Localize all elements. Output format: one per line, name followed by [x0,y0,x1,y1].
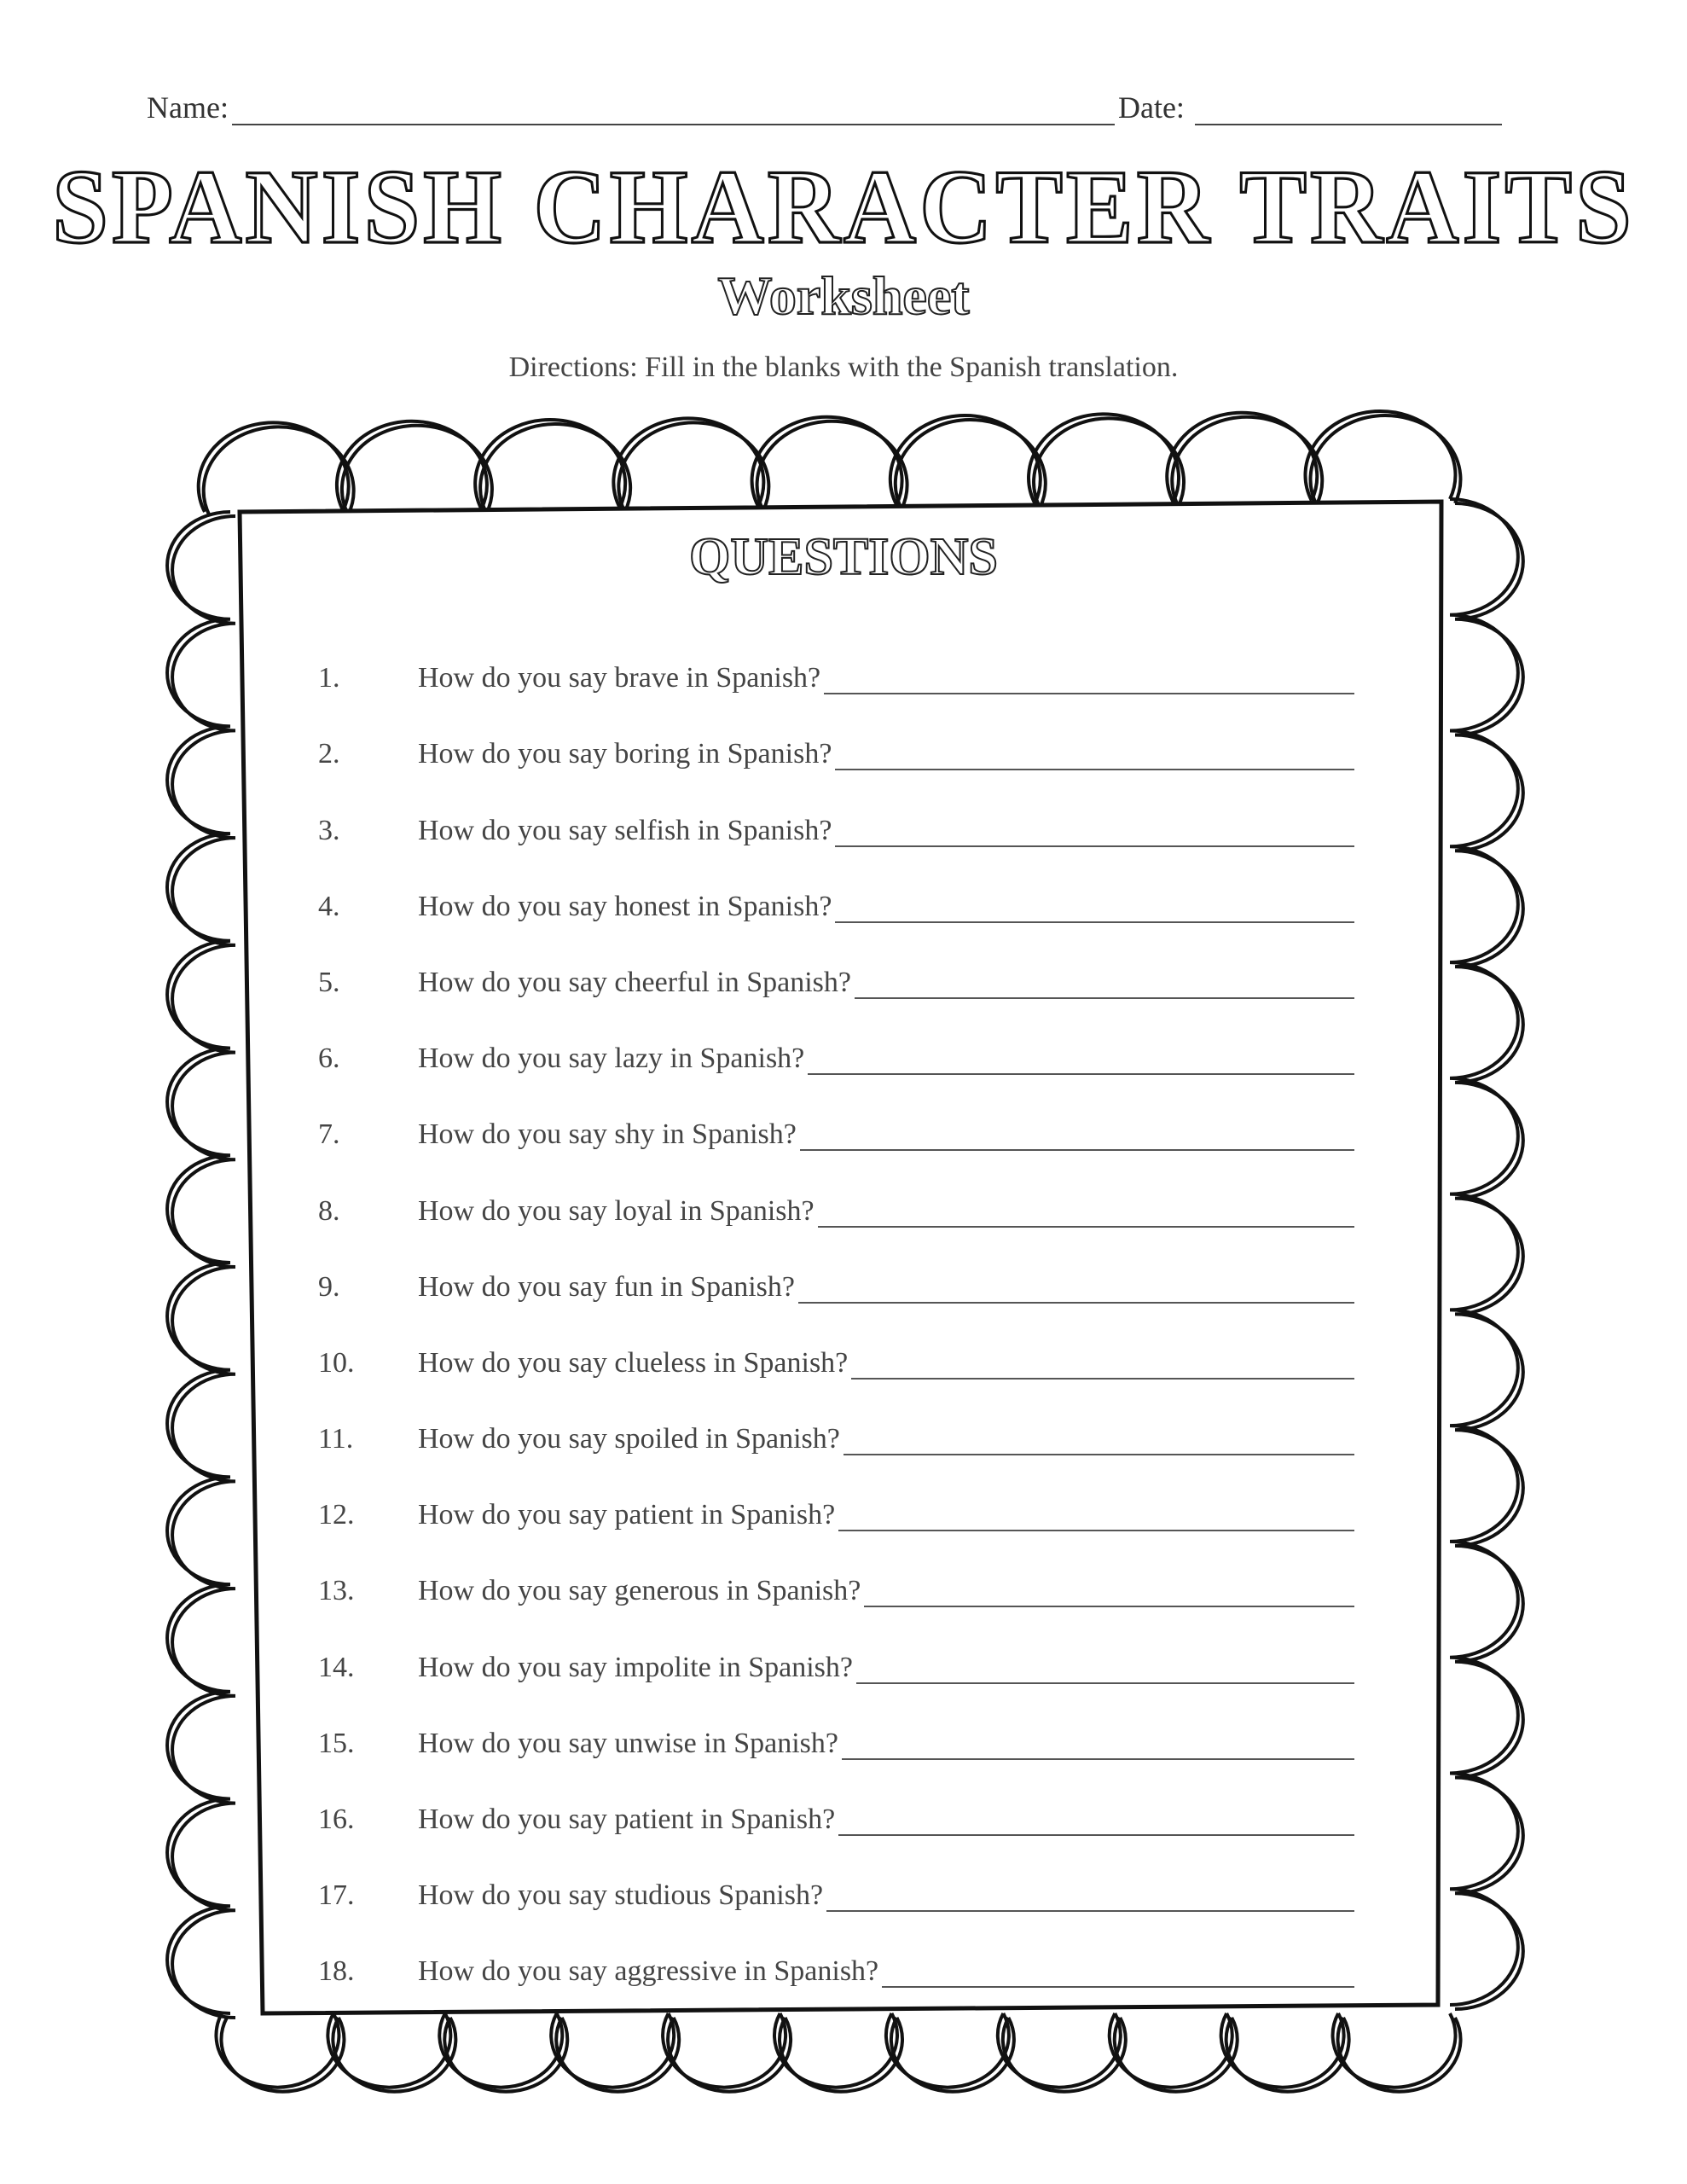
question-number: 2. [318,738,340,770]
question-text: How do you say unwise in Spanish? [418,1727,838,1759]
question-number: 8. [318,1194,340,1227]
scallop-edge [199,411,1456,512]
answer-blank[interactable] [851,1352,1354,1380]
question-row [318,999,1354,1075]
question-number: 4. [318,890,340,922]
question-text: How do you say generous in Spanish? [418,1575,861,1607]
answer-blank[interactable] [864,1580,1354,1607]
question-row [318,1760,1354,1836]
question-number: 3. [318,814,340,846]
question-list [318,619,1354,1988]
question-number: 13. [318,1575,355,1607]
answer-blank[interactable] [855,972,1354,999]
answer-blank[interactable] [824,667,1354,694]
question-row [318,1836,1354,1912]
question-text: How do you say studious Spanish? [418,1879,824,1912]
question-number: 14. [318,1651,355,1683]
question-text: How do you say aggressive in Spanish? [418,1955,879,1988]
answer-blank[interactable] [818,1200,1354,1228]
answer-blank[interactable] [838,1504,1354,1531]
answer-blank[interactable] [835,743,1354,770]
question-number: 1. [318,662,340,694]
name-label: Name: [147,90,229,125]
questions-heading: QUESTIONS [689,528,998,586]
question-number: 15. [318,1727,355,1759]
directions: Directions: Fill in the blanks with the Spanish translation. [508,351,1179,383]
question-text: How do you say patient in Spanish? [418,1499,836,1531]
question-row [318,694,1354,770]
question-row [318,1684,1354,1760]
scallop-edge [167,512,230,2013]
question-number: 7. [318,1118,340,1151]
question-text: How do you say honest in Spanish? [418,890,832,922]
question-row [318,1151,1354,1227]
question-number: 11. [318,1423,354,1455]
question-row [318,1380,1354,1455]
question-row [318,847,1354,923]
answer-blank[interactable] [842,1733,1354,1760]
question-text: How do you say selfish in Spanish? [418,814,832,846]
answer-blank[interactable] [800,1124,1354,1151]
question-number: 10. [318,1346,355,1379]
answer-blank[interactable] [844,1428,1354,1455]
answer-blank[interactable] [835,896,1354,923]
question-row [318,619,1354,694]
page-title: SPANISH CHARACTER TRAITS [52,148,1635,266]
question-number: 16. [318,1804,355,1835]
answer-blank[interactable] [882,1960,1354,1988]
question-row [318,1228,1354,1304]
page-subtitle: Worksheet [717,265,970,326]
question-row [318,1075,1354,1151]
question-text: How do you say fun in Spanish? [418,1270,795,1303]
question-text: How do you say clueless in Spanish? [418,1346,849,1379]
answer-blank[interactable] [808,1048,1354,1075]
question-text: How do you say brave in Spanish? [418,662,821,694]
question-text: How do you say cheerful in Spanish? [418,966,852,998]
question-number: 17. [318,1879,355,1912]
question-row [318,923,1354,999]
question-row [318,1531,1354,1607]
answer-blank[interactable] [826,1885,1354,1912]
question-text: How do you say impolite in Spanish? [418,1651,853,1683]
question-number: 18. [318,1955,355,1988]
question-text: How do you say spoiled in Spanish? [418,1423,840,1455]
question-number: 5. [318,966,340,998]
question-text: How do you say lazy in Spanish? [418,1043,805,1075]
answer-blank[interactable] [838,1809,1354,1836]
answer-blank[interactable] [856,1657,1354,1684]
question-text: How do you say loyal in Spanish? [418,1194,815,1227]
question-text: How do you say patient in Spanish? [418,1804,836,1835]
answer-blank[interactable] [798,1276,1354,1304]
question-row [318,1304,1354,1380]
question-row [318,1455,1354,1531]
question-number: 12. [318,1499,355,1531]
question-row [318,1607,1354,1683]
question-text: How do you say boring in Spanish? [418,738,832,770]
question-number: 6. [318,1043,340,1075]
question-row [318,770,1354,846]
question-row [318,1912,1354,1988]
scallop-edge [221,2018,1460,2092]
answer-blank[interactable] [835,820,1354,847]
question-text: How do you say shy in Spanish? [418,1118,797,1151]
scallop-edge [216,2013,1455,2088]
question-number: 9. [318,1270,340,1303]
date-label: Date: [1117,90,1185,125]
